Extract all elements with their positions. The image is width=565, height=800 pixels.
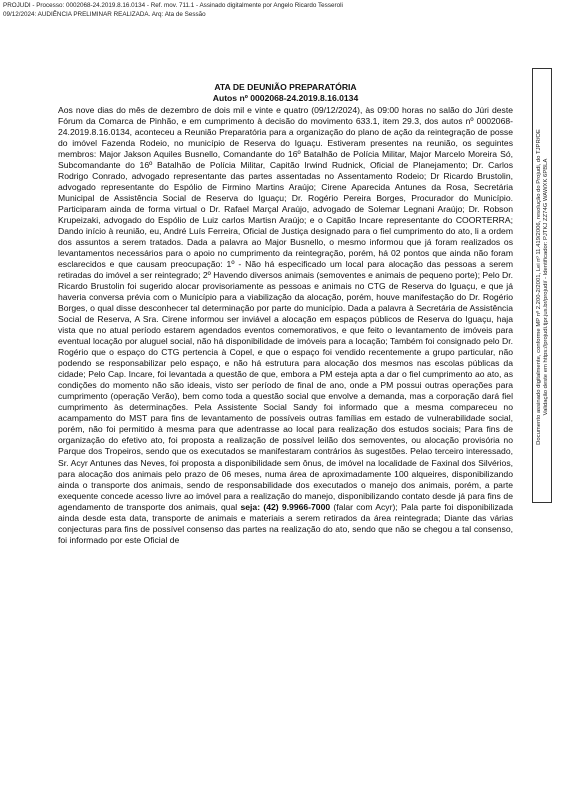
stamp-text xyxy=(536,72,550,502)
document-body xyxy=(58,105,513,546)
body-paragraph xyxy=(58,105,513,546)
stamp-line-1: Documento assinado digitalmente, conforme MP nº 2.200-2/2001, Lei nº 11.419/2006, resolução do Projudi, do TJPR/OE xyxy=(535,129,542,445)
case-number: Autos nº 0002068-24.2019.8.16.0134 xyxy=(212,93,359,103)
body-text-part-1: Aos nove dias do mês de dezembro de dois mil e vinte e quatro (09/12/2024), às 09:00 horas no salão do Júri deste Fórum da Comarca de Pinhão, e em cumprimento à decisão do movimento 633.1, item 29.3, dos autos nº 0002068-24.2019.8.16.0134, aconteceu a Reunião Preparatória para a organização do plano de ação da reintegração de posse do imóvel Fazenda Rodeio, no município de Reserva do Iguaçu. Estiveram presentes na reunião, os seguintes membros: Major Jakson Aquiles Busnello, Comandante do 16º Batalhão de Polícia Militar, Major Marcelo Moreira Só, Subcomandante do 16º Batalhão de Polícia Militar, Capitão Irwind Rudnick, Oficial de Planejamento; Dr. Carlos Rodrigo Conrado, advogado representante das partes assentadas no Assentamento Rodeio; Dr Ricardo Brustolin, advogado representante do Espólio de Firmino Martins Araújo; Cirene Aparecida Antunes da Rosa, Secretária Municipal de Assistência Social de Reserva do Iguaçu; Dr. Rogério Pereira Borges, Procurador do Município. Participaram ainda de forma virtual o Dr. Rafael Marçal Araújo, advogado de Solemar Legnani Araújo; Dr. Robson Krupeizaki, advogado do Espólio de Luiz carlos Martisn Araújo; e o Capitão Incare representante do COORTERRA; Dando início à reunião, eu, André Luís Ferreira, Oficial de Justiça designado para o fiel cumprimento do ato, li a ordem dos assuntos a serem tratados. Dada a palavra ao Major Busnello, o mesmo informou que já foram realizados os levantamentos necessários para o apoio no cumprimento da reintegração, porém, há 02 pontos que ainda não foram esclarecidos e que causam preocupação: 1º - Não há especificado um local para alocação das pessoas a serem retiradas do imóvel a ser reintegrado; 2º Havendo diversos animais (semoventes e animais de pequeno porte); Pelo Dr. Ricardo Brustolin foi sugerido alocar provisoriamente as pessoas e animais no CTG de Reserva do Iguaçu, e que já haveria conversa prévia com o Município para a viabilização da alocação, porém, houve manifestação do Dr. Rogério Borges, o qual disse desconhecer tal determinação por parte do município. Dada a palavra à Secretária de Assistência Social de Reserva, A Sra. Cirene informou ser inviável a alocação em espaços públicos de Reserva do Iguaçu, haja vista que no atual período estarem agendados eventos comemorativos, e que feito o levantamento de imóveis para eventual locação por aluguel social, não há disponibilidade de imóveis para a locação; Também foi consignado pelo Dr. Rogério que o espaço do CTG pertencia à Copel, e que o espaço foi vendido recentemente a grupo particular, não podendo se responsabilizar pelo espaço, e não há estrutura para alocação dos mesmos nas escolas públicas da cidade; Pelo Cap. Incare, foi levantada a questão de que, embora a PM esteja apta a dar o fiel cumprimento ao ato, as condições do momento não são ideais, visto ser período de final de ano, onde a PM possui outras operações para cumprimento (operação Verão), bem como toda a questão social que envolve a demanda, mas a corporação dará fiel cumprimento às determinações. Pela Assistente Social Sandy foi informado que a mesma compareceu no acampamento do MST para fins de levantamento de possíveis outras famílias em estado de vulnerabilidade social, porém, não foi permitido à mesma para que adentrasse ao local para realização dos estudos sociais; Para fins de organização do efetivo ato, foi proposta a realização de possível leilão dos semoventes, ou alocação provisória no Parque dos Tropeiros, sendo que os executados se manifestaram contrários às sugestões. Pelao terceiro interessado, Sr. Acyr Antunes das Neves, foi proposta a disponibilidade sem ônus, de imóvel na localidade de Faxinal dos Silvérios, para alocação dos animais pelo prazo de 06 meses, numa área de aproximadamente 100 alqueires, disponibilizando ainda o transporte dos animais, sendo de responsabilidade dos executados o manejo dos animais, porém, a parte exequente concede acesso livre ao imóvel para a realização do manejo, disponibilizando contato desde já para fins de agendamento de transporte dos animais, qual xyxy=(58,105,513,512)
title-heading: ATA DE DEUNIÃO PREPARATÓRIA xyxy=(214,82,357,92)
header-line-1: PROJUDI - Processo: 0002068-24.2019.8.16.0134 - Ref. mov. 711.1 - Assinado digitalmente por Angelo Ricardo Tesseroli xyxy=(3,2,343,9)
document-title xyxy=(58,82,513,104)
body-text-part-2: (falar com Acyr); Pala parte foi disponibilizada ainda desde esta data, transporte de animais e materiais a serem retirados da área reintegrada; Diante das várias conjecturas para fins de possível consenso das partes na realização do ato, sendo que não se chegou a tal consenso, foi informado por este Oficial de xyxy=(58,501,513,545)
contact-phone: seja: (42) 9.9966-7000 xyxy=(240,501,331,512)
digital-signature-stamp xyxy=(532,68,552,503)
projudi-header xyxy=(3,2,543,19)
header-line-2: 09/12/2024: AUDIÊNCIA PRELIMINAR REALIZADA. Arq: Ata de Sessão xyxy=(3,10,206,18)
stamp-line-2: Validação deste em https://projudi.tjpr.jus.br/projudi/ - Identificador: PJTKJ ZZ74G WAWXK 6PBLA xyxy=(543,158,549,416)
